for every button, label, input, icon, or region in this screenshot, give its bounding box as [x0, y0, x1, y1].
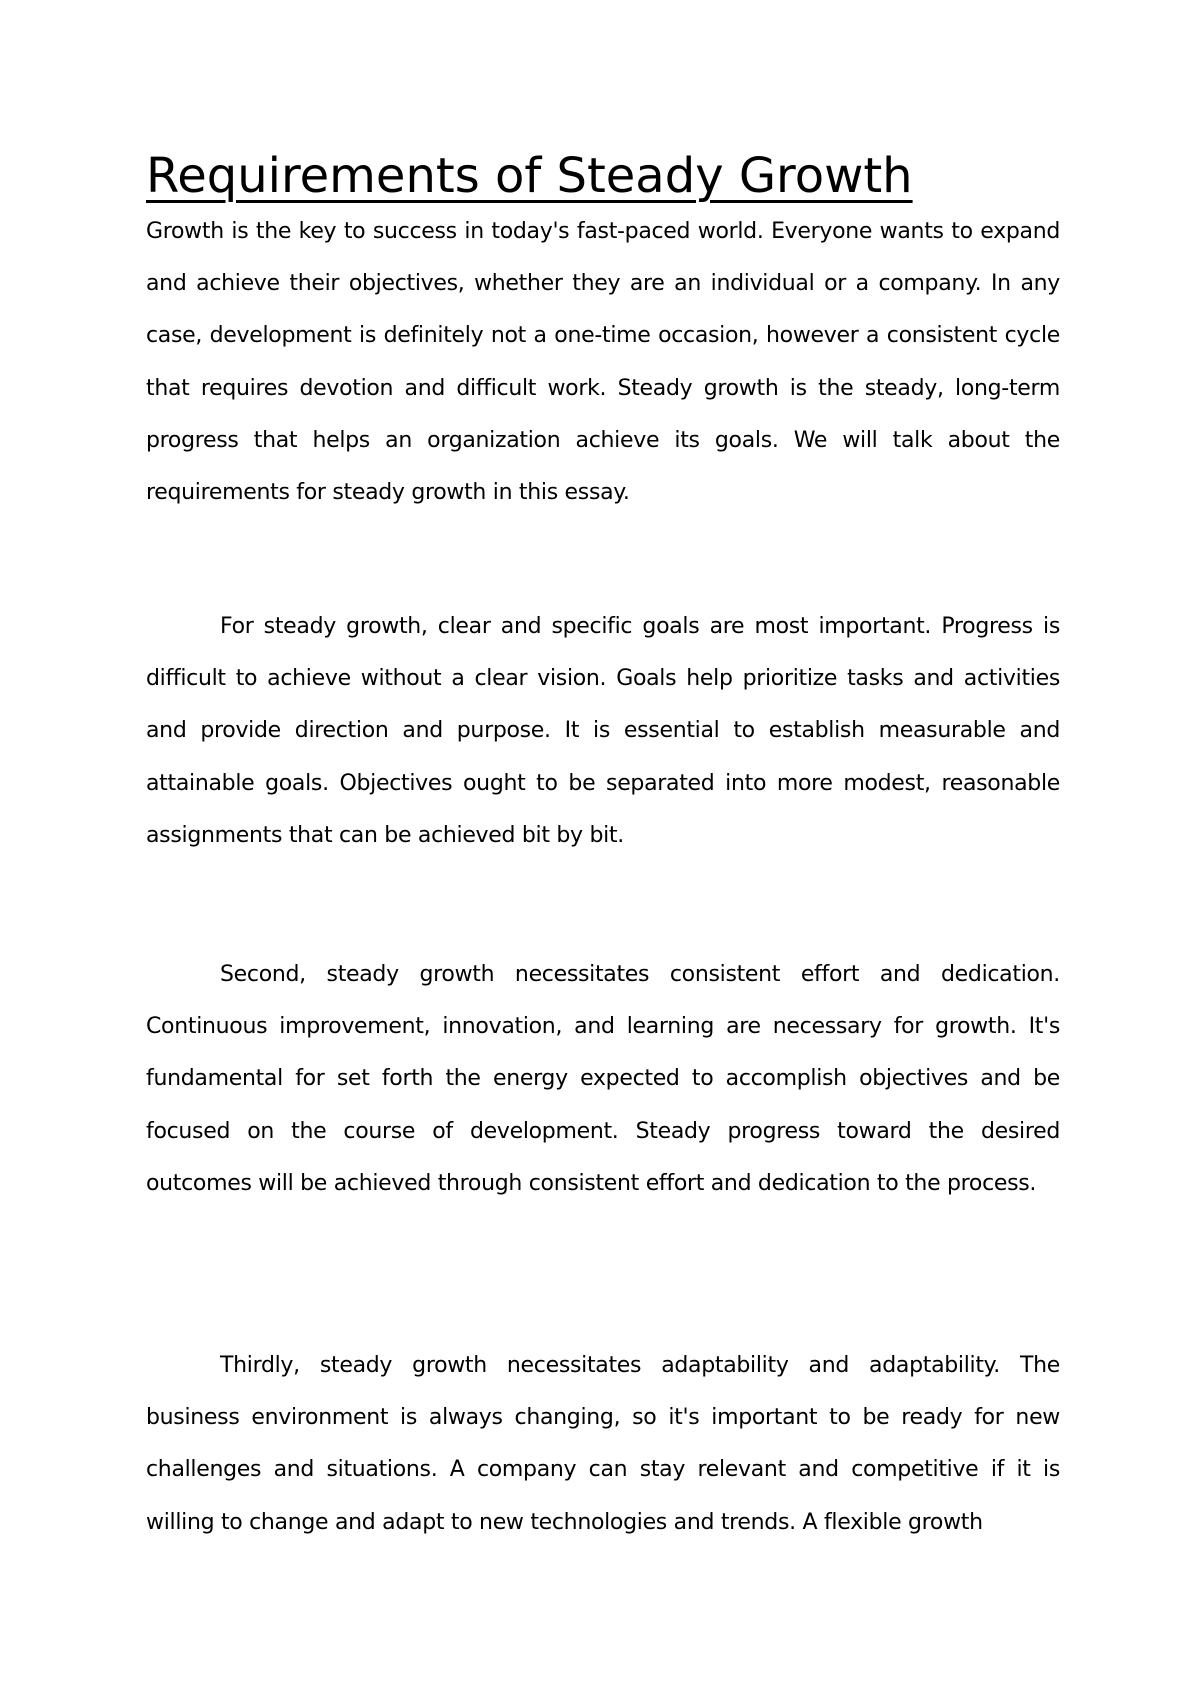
paragraph-intro: Growth is the key to success in today's fast-paced world. Everyone wants to expand and achieve their objectives, whether they are an individual or a company. In any case, development is definitely not a one-time occasion, however a consistent cycle that requires devotion and difficult work. Steady growth is the steady, long-term progress that helps an organization achieve its goals. We will talk about the requirements for steady growth in this essay.: [146, 219, 1060, 506]
document-title: Requirements of Steady Growth: [146, 148, 913, 204]
paragraph-adaptability: Thirdly, steady growth necessitates adaptability and adaptability. The business environment is always changing, so it's important to be ready for new challenges and situations. A company can stay relevant and competitive if it is willing to change and adapt to new technologies and trends. A flexible growth: [146, 1353, 1060, 1535]
paragraph-effort: Second, steady growth necessitates consistent effort and dedication. Continuous improvement, innovation, and learning are necessary for growth. It's fundamental for set forth the energy expected to accomplish objectives and be focused on the course of development. Steady progress toward the desired outcomes will be achieved through consistent effort and dedication to the process.: [146, 962, 1060, 1196]
paragraph-goals: For steady growth, clear and specific goals are most important. Progress is difficult to achieve without a clear vision. Goals help prioritize tasks and activities and provide direction and purpose. It is essential to establish measurable and attainable goals. Objectives ought to be separated into more modest, reasonable assignments that can be achieved bit by bit.: [146, 614, 1060, 848]
